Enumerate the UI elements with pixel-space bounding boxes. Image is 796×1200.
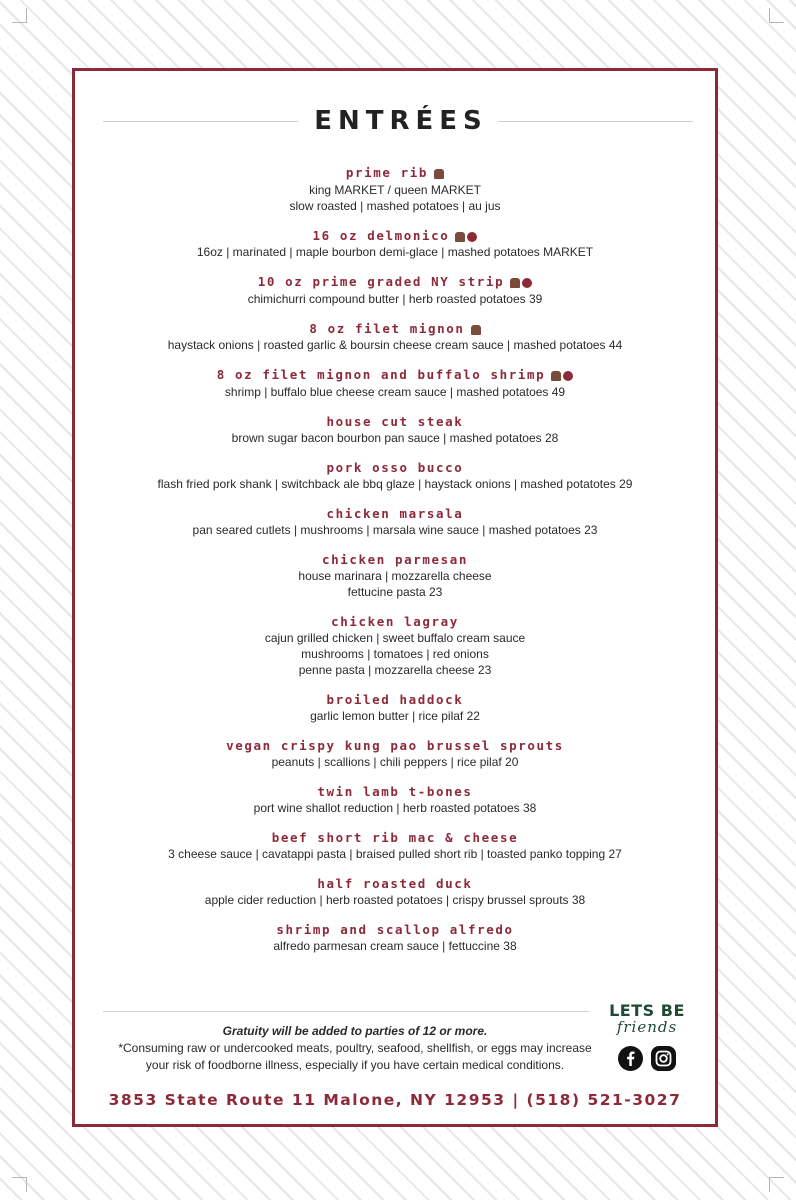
social-icons	[607, 1046, 687, 1071]
consumer-warning-line-1: *Consuming raw or undercooked meats, poultry, seafood, shellfish, or eggs may increase	[118, 1041, 592, 1055]
meat-icon	[455, 232, 465, 242]
menu-item	[75, 784, 715, 816]
footer-divider	[103, 1011, 589, 1012]
social-block	[607, 1001, 687, 1071]
menu-item-description: king MARKET / queen MARKET	[309, 182, 481, 197]
menu-item-description: pan seared cutlets | mushrooms | marsala wine sauce | mashed potatoes 23	[192, 522, 598, 537]
menu-item-title: chicken parmesan	[321, 551, 468, 567]
menu-item-title: prime rib	[345, 165, 429, 180]
menu-item	[75, 876, 715, 908]
meat-icon	[510, 278, 520, 288]
menu-item-name	[75, 165, 715, 182]
meat-icon	[471, 325, 481, 335]
menu-item	[75, 552, 715, 600]
facebook-icon[interactable]	[618, 1046, 643, 1071]
menu-item-name	[75, 367, 715, 384]
menu-item-title: 16 oz delmonico	[312, 227, 450, 243]
gluten-free-icon	[467, 232, 477, 242]
menu-item-description: garlic lemon butter | rice pilaf 22	[310, 708, 480, 723]
menu-item-description: apple cider reduction | herb roasted potatoes | crispy brussel sprouts 38	[204, 892, 586, 907]
menu-item-title: 10 oz prime graded NY strip	[257, 274, 505, 289]
footnote	[95, 1023, 615, 1074]
menu-item-title: chicken marsala	[326, 505, 464, 521]
menu-item-name	[75, 460, 715, 476]
menu-item	[75, 460, 715, 492]
menu-item-description: 3 cheese sauce | cavatappi pasta | braised pulled short rib | toasted panko topping 27	[168, 846, 622, 861]
page-title: ENTRÉES	[314, 106, 488, 136]
menu-item	[75, 922, 715, 954]
menu-item	[75, 321, 715, 354]
menu-item-description: penne pasta | mozzarella cheese 23	[298, 662, 492, 677]
dietary-icons	[453, 228, 477, 244]
menu-item-description: brown sugar bacon bourbon pan sauce | mashed potatoes 28	[231, 430, 559, 445]
menu-item-title: shrimp and scallop alfredo	[276, 921, 514, 937]
menu-item	[75, 274, 715, 307]
menu-item	[75, 506, 715, 538]
menu-item-name	[75, 614, 715, 630]
menu-item-title: 8 oz filet mignon	[309, 320, 465, 336]
menu-item-title: twin lamb t-bones	[317, 783, 473, 799]
menu-item	[75, 830, 715, 862]
menu-item-name	[75, 692, 715, 708]
menu-item-name	[75, 321, 715, 338]
meat-icon	[434, 169, 444, 179]
menu-item-title: beef short rib mac & cheese	[271, 829, 519, 845]
menu-item-name	[75, 738, 715, 754]
instagram-icon[interactable]	[651, 1046, 676, 1071]
crop-mark	[12, 8, 27, 23]
menu-item-description: cajun grilled chicken | sweet buffalo cream sauce	[264, 630, 526, 645]
social-subheading: friends	[616, 1018, 678, 1036]
restaurant-address: 3853 State Route 11 Malone, NY 12953 | (518) 521-3027	[108, 1091, 682, 1109]
menu-item-description: mushrooms | tomatoes | red onions	[301, 646, 489, 661]
consumer-warning-line-2: your risk of foodborne illness, especially if you have certain medical conditions.	[145, 1058, 565, 1072]
menu-items-list	[75, 165, 715, 968]
menu-item	[75, 738, 715, 770]
crop-mark	[12, 1177, 27, 1192]
title-rule-left	[103, 121, 298, 122]
menu-item-name	[75, 414, 715, 430]
dietary-icons	[432, 166, 444, 182]
menu-item-name	[75, 784, 715, 800]
menu-item-name	[75, 506, 715, 522]
menu-item-description: slow roasted | mashed potatoes | au jus	[289, 198, 501, 213]
gluten-free-icon	[563, 371, 573, 381]
menu-item-title: vegan crispy kung pao brussel sprouts	[226, 737, 564, 753]
menu-item-description: alfredo parmesan cream sauce | fettuccine 38	[273, 938, 517, 953]
menu-item	[75, 165, 715, 214]
menu-item	[75, 614, 715, 678]
menu-item	[75, 692, 715, 724]
menu-item-description: port wine shallot reduction | herb roasted potatoes 38	[253, 800, 537, 815]
gratuity-note: Gratuity will be added to parties of 12 or more.	[222, 1024, 488, 1038]
title-row	[103, 101, 693, 141]
meat-icon	[551, 371, 561, 381]
menu-item	[75, 367, 715, 400]
dietary-icons	[469, 321, 481, 337]
menu-item-title: pork osso bucco	[326, 459, 464, 475]
menu-item-description: 16oz | marinated | maple bourbon demi-glace | mashed potatoes MARKET	[196, 245, 594, 259]
menu-item-description: peanuts | scallions | chili peppers | rice pilaf 20	[271, 754, 519, 769]
menu-item	[75, 414, 715, 446]
menu-item-name	[75, 830, 715, 846]
menu-item	[75, 228, 715, 261]
menu-item-title: house cut steak	[326, 413, 464, 429]
dietary-icons	[549, 368, 573, 384]
menu-item-description: shrimp | buffalo blue cheese cream sauce | mashed potatoes 49	[224, 384, 566, 399]
menu-item-title: half roasted duck	[317, 875, 473, 891]
crop-mark	[769, 8, 784, 23]
dietary-icons	[508, 275, 532, 291]
menu-item-title: chicken lagray	[331, 613, 459, 629]
menu-item-name	[75, 228, 715, 245]
menu-item-title: broiled haddock	[326, 691, 464, 707]
social-heading: LETS BE	[609, 1001, 685, 1020]
gluten-free-icon	[522, 278, 532, 288]
menu-item-name	[75, 922, 715, 938]
menu-item-name	[75, 552, 715, 568]
menu-item-name	[75, 274, 715, 291]
menu-item-description: fettucine pasta 23	[347, 584, 443, 599]
menu-item-description: house marinara | mozzarella cheese	[298, 568, 492, 583]
menu-item-name	[75, 876, 715, 892]
menu-item-description: flash fried pork shank | switchback ale bbq glaze | haystack onions | mashed potatotes 29	[157, 476, 633, 491]
crop-mark	[769, 1177, 784, 1192]
title-rule-right	[498, 121, 693, 122]
menu-item-description: chimichurri compound butter | herb roasted potatoes 39	[247, 291, 543, 306]
menu-item-title: 8 oz filet mignon and buffalo shrimp	[216, 367, 546, 382]
menu-item-description: haystack onions | roasted garlic & boursin cheese cream sauce | mashed potatoes 44	[167, 338, 623, 352]
menu-panel	[72, 68, 718, 1127]
